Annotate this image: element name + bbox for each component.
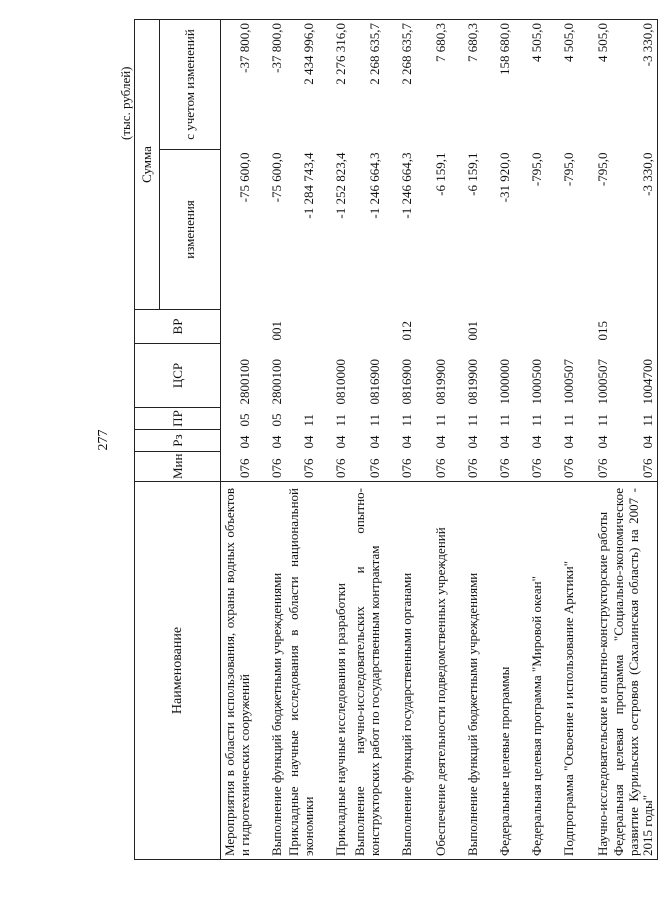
- row-min: 076: [611, 452, 657, 482]
- row-change: -31 920,0: [496, 152, 512, 203]
- row-pr: 05: [236, 413, 252, 427]
- row-csr: 0816900: [398, 359, 414, 405]
- row-vr: 001: [268, 321, 284, 341]
- row-pr: 11: [496, 413, 512, 427]
- row-csr: [285, 344, 317, 408]
- table-row: [577, 20, 611, 860]
- row-change: -795,0: [594, 152, 610, 187]
- header-name: Наименование: [135, 482, 221, 860]
- row-pr: 11: [560, 413, 576, 427]
- row-change: -1 246 664,3: [366, 152, 382, 219]
- row-rz: 04: [332, 435, 348, 449]
- row-vr: [317, 310, 349, 344]
- row-total: 2 276 316,0: [317, 20, 349, 150]
- row-total: 2 268 635,7: [383, 20, 415, 150]
- row-vr: 001: [464, 321, 480, 341]
- budget-table: [134, 19, 658, 860]
- row-total: 2 268 635,7: [349, 20, 383, 150]
- row-csr: 0819900: [432, 359, 448, 405]
- row-total: -37 800,0: [221, 20, 254, 150]
- row-change: -6 159,1: [464, 152, 480, 196]
- row-min: 076: [464, 458, 480, 478]
- row-name: Федеральная целевая программа "Мировой океан": [513, 482, 545, 860]
- row-vr: [513, 310, 545, 344]
- row-pr: 11: [300, 413, 316, 427]
- header-sum: Сумма: [135, 20, 160, 310]
- table-row: [449, 20, 481, 860]
- row-total: 7 680,3: [415, 20, 449, 150]
- row-min: 076: [332, 458, 348, 478]
- row-rz: 04: [594, 435, 610, 449]
- row-rz: 04: [496, 435, 512, 449]
- row-csr: 0816900: [366, 359, 382, 405]
- header-csr: ЦСР: [135, 344, 221, 408]
- row-name: Мероприятия в области использования, охраны водных объектов и гидротехнических сооружений: [221, 482, 254, 860]
- table-row: [383, 20, 415, 860]
- row-csr: 1000507: [594, 359, 610, 405]
- header-pr: ПР: [135, 408, 221, 430]
- row-min: 076: [560, 458, 576, 478]
- row-name: Федеральные целевые программы: [481, 482, 513, 860]
- row-csr: 0810000: [332, 359, 348, 405]
- row-csr: 1004700: [611, 344, 657, 408]
- row-vr: [611, 310, 657, 344]
- row-rz: 04: [464, 435, 480, 449]
- header-change: изменения: [160, 150, 221, 310]
- row-min: 076: [398, 458, 414, 478]
- row-rz: 04: [236, 435, 252, 449]
- row-total: 4 505,0: [513, 20, 545, 150]
- row-vr: [481, 310, 513, 344]
- row-pr: 11: [398, 413, 414, 427]
- table-row: [415, 20, 449, 860]
- row-min: 076: [594, 458, 610, 478]
- rotated-page: [80, 20, 655, 860]
- row-change: -795,0: [528, 152, 544, 187]
- row-rz: 04: [366, 435, 382, 449]
- table-row: [317, 20, 349, 860]
- row-rz: 04: [528, 435, 544, 449]
- row-total: 7 680,3: [449, 20, 481, 150]
- table-row: [285, 20, 317, 860]
- row-name: Подпрограмма "Освоение и использование Арктики": [545, 482, 577, 860]
- row-change: -1 284 743,4: [300, 152, 316, 219]
- row-name: Выполнение научно-исследовательских и опытно-конструкторских работ по государственным контрактам: [349, 482, 383, 860]
- row-change: -1 246 664,3: [398, 152, 414, 219]
- row-vr: 012: [398, 321, 414, 341]
- row-pr: 11: [528, 413, 544, 427]
- table-row: [221, 20, 254, 860]
- row-min: 076: [366, 458, 382, 478]
- row-csr: 1000000: [496, 359, 512, 405]
- row-pr: 11: [432, 413, 448, 427]
- header-rz: Рз: [135, 430, 221, 452]
- row-change: -6 159,1: [432, 152, 448, 196]
- row-name: Научно-исследовательские и опытно-конструкторские работы: [577, 482, 611, 860]
- row-rz: 04: [398, 435, 414, 449]
- table-row: [611, 20, 657, 860]
- row-name: Прикладные научные исследования в области национальной экономики: [285, 482, 317, 860]
- header-min: Мин: [135, 452, 221, 482]
- row-total: 158 680,0: [481, 20, 513, 150]
- row-name: Прикладные научные исследования и разработки: [317, 482, 349, 860]
- row-name: Обеспечение деятельности подведомственных учреждений: [415, 482, 449, 860]
- row-change: -795,0: [560, 152, 576, 187]
- row-min: 076: [236, 458, 252, 478]
- units-label: (тыс. рублей): [118, 66, 133, 140]
- row-total: -37 800,0: [253, 20, 285, 150]
- row-name: Выполнение функций государственными органами: [383, 482, 415, 860]
- row-rz: 04: [611, 430, 657, 452]
- row-name: Выполнение функций бюджетными учреждениями: [253, 482, 285, 860]
- row-csr: 2800100: [268, 359, 284, 405]
- row-min: 076: [496, 458, 512, 478]
- row-change: -75 600,0: [236, 152, 252, 203]
- row-rz: 04: [300, 435, 316, 449]
- row-csr: 2800100: [236, 359, 252, 405]
- row-total: 2 434 996,0: [285, 20, 317, 150]
- row-pr: 11: [611, 408, 657, 430]
- row-rz: 04: [268, 435, 284, 449]
- row-change: -75 600,0: [268, 152, 284, 203]
- row-rz: 04: [432, 435, 448, 449]
- header-vr: ВР: [135, 310, 221, 344]
- row-vr: [221, 310, 254, 344]
- row-min: 076: [268, 458, 284, 478]
- row-total: 4 505,0: [545, 20, 577, 150]
- page-number: 277: [96, 429, 111, 451]
- row-min: 076: [528, 458, 544, 478]
- row-vr: 015: [594, 321, 610, 341]
- table-body: [221, 20, 658, 860]
- table-row: [349, 20, 383, 860]
- row-min: 076: [432, 458, 448, 478]
- row-csr: 1000500: [528, 359, 544, 405]
- row-vr: [285, 310, 317, 344]
- row-csr: 1000507: [560, 359, 576, 405]
- row-pr: 11: [594, 413, 610, 427]
- table-row: [545, 20, 577, 860]
- row-pr: 11: [366, 413, 382, 427]
- row-pr: 11: [332, 413, 348, 427]
- row-pr: 11: [464, 413, 480, 427]
- row-total: -3 330,0: [611, 20, 657, 150]
- row-vr: [349, 310, 383, 344]
- row-min: 076: [300, 458, 316, 478]
- row-name: Выполнение функций бюджетными учреждениями: [449, 482, 481, 860]
- header-with-changes: с учетом изменений: [160, 20, 221, 150]
- row-vr: [545, 310, 577, 344]
- row-vr: [415, 310, 449, 344]
- table-row: [513, 20, 545, 860]
- row-change: -3 330,0: [611, 150, 657, 310]
- row-csr: 0819900: [464, 359, 480, 405]
- row-total: 4 505,0: [577, 20, 611, 150]
- table-row: [253, 20, 285, 860]
- row-rz: 04: [560, 435, 576, 449]
- row-pr: 05: [268, 413, 284, 427]
- row-name: Федеральная целевая программа "Социально-экономическое развитие Курильских островов (Сахалинская область) на 2007 - 2015 годы": [611, 482, 657, 860]
- table-row: [481, 20, 513, 860]
- row-change: -1 252 823,4: [332, 152, 348, 219]
